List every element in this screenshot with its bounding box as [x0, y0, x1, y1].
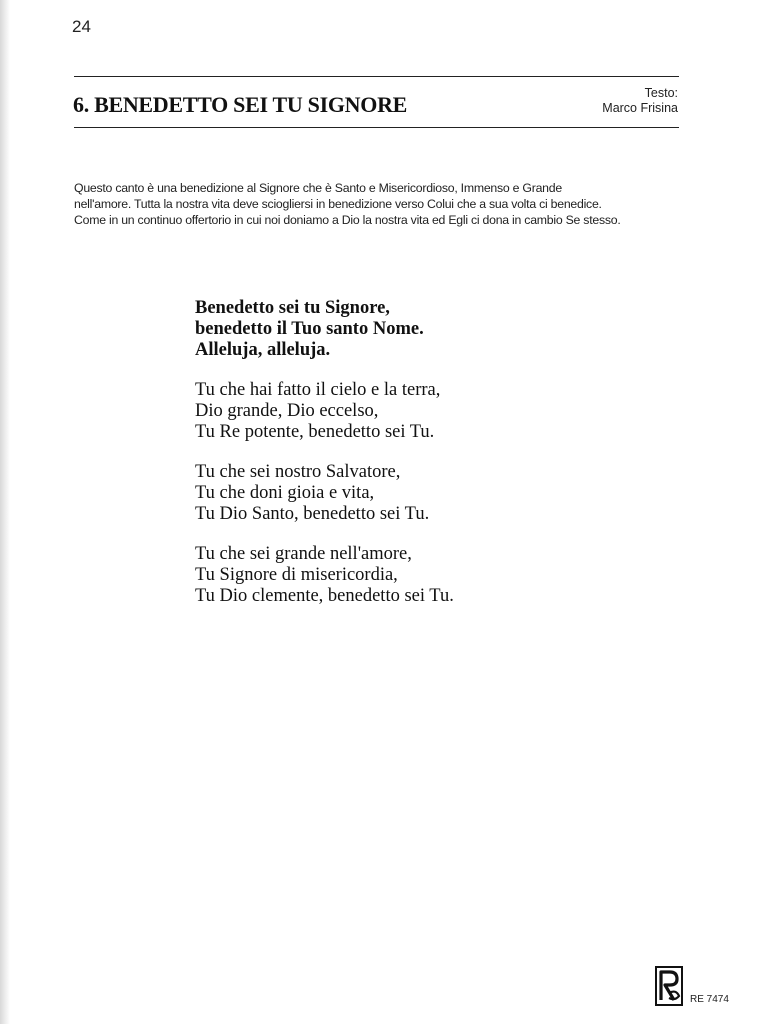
lyrics: [195, 298, 454, 626]
intro-line: Questo canto è una benedizione al Signore che è Santo e Misericordioso, Immenso e Grande: [74, 181, 562, 195]
verse-2: [195, 462, 454, 525]
credit-author: Marco Frisina: [602, 101, 678, 115]
verse-line: Tu Dio clemente, benedetto sei Tu.: [195, 586, 454, 606]
verse-line: Tu Signore di misericordia,: [195, 565, 398, 585]
verse-3: [195, 544, 454, 607]
verse-line: Tu che sei grande nell'amore,: [195, 544, 412, 564]
text-credit: [602, 86, 678, 116]
header-bottom-rule: [74, 127, 679, 128]
intro-line: nell'amore. Tutta la nostra vita deve sciogliersi in benedizione verso Colui che a sua volta ci benedice.: [74, 197, 602, 211]
refrain-line: benedetto il Tuo santo Nome.: [195, 319, 424, 339]
verse-1: [195, 380, 454, 443]
page-number: 24: [72, 17, 91, 36]
verse-line: Tu che sei nostro Salvatore,: [195, 462, 401, 482]
header-top-rule: [74, 76, 679, 77]
refrain-line: Alleluja, alleluja.: [195, 340, 331, 360]
song-title: 6. BENEDETTO SEI TU SIGNORE: [73, 92, 408, 117]
credit-label: Testo:: [644, 86, 678, 100]
publisher-logo-icon: [655, 966, 683, 1006]
verse-line: Tu che hai fatto il cielo e la terra,: [195, 380, 441, 400]
refrain-line: Benedetto sei tu Signore,: [195, 298, 390, 318]
refrain: [195, 298, 454, 361]
page-edge-shadow: [0, 0, 10, 1024]
intro-paragraph: [74, 180, 680, 228]
verse-line: Tu Re potente, benedetto sei Tu.: [195, 422, 435, 442]
verse-line: Tu che doni gioia e vita,: [195, 483, 375, 503]
verse-line: Dio grande, Dio eccelso,: [195, 401, 379, 421]
catalog-number: RE 7474: [690, 994, 729, 1005]
verse-line: Tu Dio Santo, benedetto sei Tu.: [195, 504, 430, 524]
intro-line: Come in un continuo offertorio in cui noi doniamo a Dio la nostra vita ed Egli ci dona in cambio Se stesso.: [74, 213, 621, 227]
